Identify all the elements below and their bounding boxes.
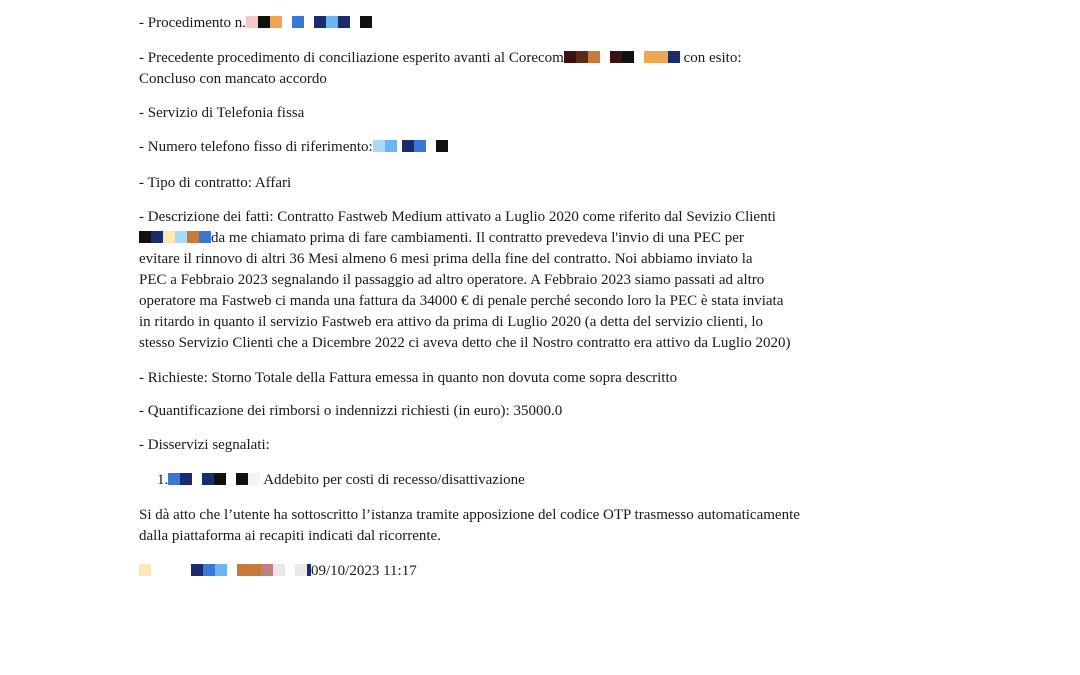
timestamp: 09/10/2023 11:17: [311, 563, 417, 579]
disservizi-label: - Disservizi segnalati:: [139, 437, 270, 453]
procedimento-line: [139, 13, 372, 34]
list-item-text: Addebito per costi di recesso/disattivazione: [263, 472, 525, 488]
disservizi-list-item: [157, 470, 525, 491]
numero-line: [139, 137, 448, 158]
descrizione-line-7: stesso Servizio Clienti che a Dicembre 2022 ci aveva detto che il Nostro contratto era attivo da Luglio 2020): [139, 335, 791, 351]
descrizione-line-4: PEC a Febbraio 2023 segnalando il passaggio ad altro operatore. A Febbraio 2023 siamo passati ad altro: [139, 272, 765, 288]
conciliazione-label: - Precedente procedimento di conciliazione esperito avanti al Corecom: [139, 50, 564, 66]
signature-line: [139, 561, 417, 582]
richieste-line: - Richieste: Storno Totale della Fattura emessa in quanto non dovuta come sopra descritto: [139, 370, 678, 386]
procedimento-label: - Procedimento n.: [139, 15, 247, 31]
otp-line-1: Si dà atto che l’utente ha sottoscritto l’istanza tramite apposizione del codice OTP trasmesso automaticamente: [139, 507, 800, 523]
redacted-signer-name: [139, 563, 311, 579]
descrizione-line-1: - Descrizione dei fatti: Contratto Fastweb Medium attivato a Luglio 2020 come riferito dal Sevizio Clienti: [139, 209, 776, 225]
redacted-agent-name: [139, 230, 211, 246]
quantificazione-line: - Quantificazione dei rimborsi o indennizzi richiesti (in euro): 35000.0: [139, 403, 563, 419]
descrizione-line-3: evitare il rinnovo di altri 36 Mesi almeno 6 mesi prima della fine del contratto. Noi abbiamo inviato la: [139, 251, 753, 267]
redacted-corecom-region: [564, 50, 680, 66]
numero-label: - Numero telefono fisso di riferimento:: [139, 139, 373, 155]
conciliazione-suffix: con esito:: [683, 50, 742, 66]
redacted-procedimento-number: [246, 15, 372, 31]
servizio-line: - Servizio di Telefonia fissa: [139, 105, 305, 121]
conciliazione-line: [139, 48, 741, 69]
otp-line-2: dalla piattaforma ai recapiti indicati dal ricorrente.: [139, 528, 441, 544]
tipo-contratto-line: - Tipo di contratto: Affari: [139, 175, 292, 191]
descrizione-line-5: operatore ma Fastweb ci manda una fattura da 34000 € di penale perché secondo loro la PEC è stata inviata: [139, 293, 784, 309]
redacted-phone-number: [373, 139, 448, 155]
descrizione-line-2: [139, 228, 744, 249]
descrizione-line-2-text: da me chiamato prima di fare cambiamenti. Il contratto prevedeva l'invio di una PEC per: [211, 230, 744, 246]
redacted-disservizio-code: [168, 472, 260, 488]
conciliazione-esito: Concluso con mancato accordo: [139, 71, 327, 87]
descrizione-line-6: in ritardo in quanto il servizio Fastweb era attivo da prima di Luglio 2020 (a detta del servizio clienti, lo: [139, 314, 764, 330]
list-item-number: 1.: [157, 472, 169, 488]
